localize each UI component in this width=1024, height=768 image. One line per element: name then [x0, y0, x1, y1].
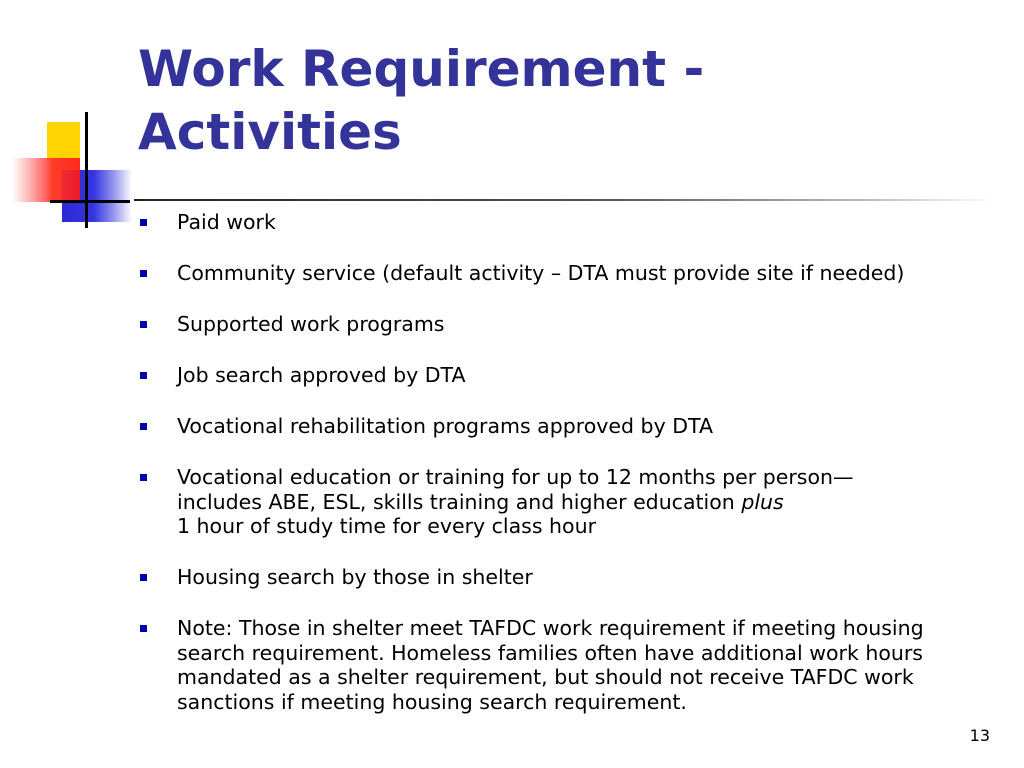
bullet-text: Vocational rehabilitation programs approved by DTA [177, 414, 713, 438]
bullet-list [140, 210, 1010, 741]
logo-red-square [12, 158, 80, 202]
logo-vertical-line [85, 112, 88, 228]
title-line-1: Work Requirement - [138, 40, 705, 98]
bullet-text: mandated as a shelter requirement, but should not receive TAFDC work [177, 665, 914, 689]
bullet-text: includes ABE, ESL, skills training and higher education [177, 489, 735, 514]
bullet-text-line-2 [177, 490, 1010, 515]
list-item [140, 414, 1010, 439]
list-item [140, 616, 1010, 714]
bullet-text: Job search approved by DTA [177, 363, 466, 387]
title-line-2: Activities [138, 103, 402, 161]
square-bullet-icon [140, 474, 147, 481]
bullet-text: sanctions if meeting housing search requirement. [177, 689, 687, 714]
bullet-text: Housing search by those in shelter [177, 565, 533, 589]
list-item [140, 363, 1010, 388]
square-bullet-icon [140, 219, 147, 226]
bullet-text: search requirement. Homeless families often have additional work hours [177, 640, 923, 665]
bullet-text: Paid work [177, 210, 276, 234]
slide-title [138, 38, 998, 164]
list-item [140, 565, 1010, 590]
title-divider [134, 199, 994, 201]
logo-horizontal-line [50, 200, 130, 203]
list-item [140, 465, 1010, 539]
list-item [140, 312, 1010, 337]
square-bullet-icon [140, 270, 147, 277]
bullet-text: Vocational education or training for up to 12 months per person— [177, 465, 854, 489]
square-bullet-icon [140, 372, 147, 379]
square-bullet-icon [140, 423, 147, 430]
bullet-text: 1 hour of study time for every class hour [177, 514, 597, 538]
list-item [140, 261, 1010, 286]
square-bullet-icon [140, 574, 147, 581]
list-item [140, 210, 1010, 235]
bullet-text: Community service (default activity – DTA must provide site if needed) [177, 261, 905, 285]
square-bullet-icon [140, 625, 147, 632]
italic-plus: plus [741, 489, 784, 514]
slide-number: 13 [969, 726, 990, 745]
square-bullet-icon [140, 321, 147, 328]
bullet-text: Note: Those in shelter meet TAFDC work requirement if meeting housing [177, 616, 924, 640]
bullet-text: Supported work programs [177, 312, 445, 336]
